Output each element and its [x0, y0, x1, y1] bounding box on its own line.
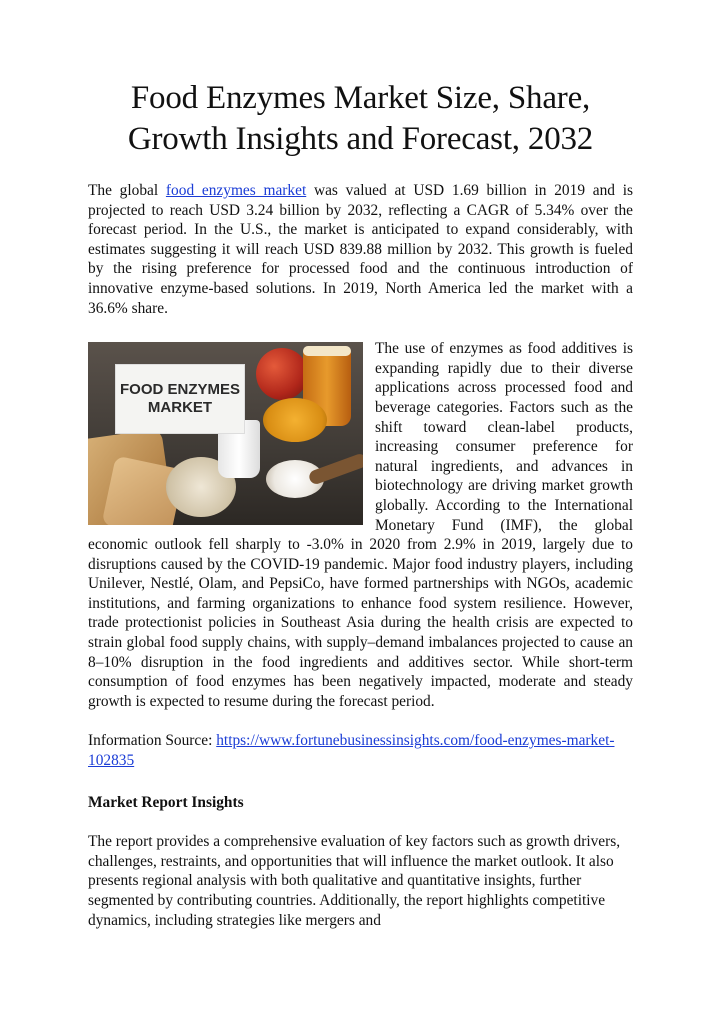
report-paragraph: The report provides a comprehensive evaluation of key factors such as growth drivers, challenges, restraints, and opportunities that will influence the market outlook. It also presents regional analysis with both qualitative and quantitative insights, further segmented by contributing countries. Additionally, the report highlights competitive dynamics, including strategies like mergers and — [88, 833, 621, 929]
intro-text-rest: was valued at USD 1.69 billion in 2019 and is projected to reach USD 3.24 billion by 2032, reflecting a CAGR of 5.34% over the forecast period. In the U.S., the market is anticipated to expand considerably, with estimates suggesting it will reach USD 839.88 million by 2032. This growth is fueled by the rising preference for processed food and the continuous introduction of innovative enzyme-based solutions. In 2019, North America led the market with a 36.6% share. — [88, 182, 634, 317]
body-paragraph: The use of enzymes as food additives is expanding rapidly due to their diverse applications across processed food and beverage categories. Factors such as the shift toward clean-label products, increasing consumer preference for natural ingredients, and advances in biotechnology are driving market growth globally. According to the International Monetary Fund (IMF), the global economic outlook fell sharply to -3.0% in 2020 from 2.9% in 2019, largely due to disruptions caused by the COVID-19 pandemic. Major food industry players, including Unilever, Nestlé, Olam, and PepsiCo, have formed partnerships with NGOs, academic institutions, and farming organizations to enhance food system resilience. However, trade protectionist policies in Southeast Asia during the health crisis are expected to strain global food supply chains, with supply–demand imbalances projected to cause an 8–10% disruption in the food ingredients and additives sector. While short-term consumption of food enzymes has been negatively impacted, moderate and steady growth is expected to resume during the forecast period. — [88, 340, 633, 710]
information-source — [88, 731, 633, 770]
section-heading: Market Report Insights — [88, 793, 244, 811]
food-enzymes-market-link[interactable]: food enzymes market — [165, 182, 307, 199]
title-line-1: Food Enzymes Market Size, Share, — [130, 80, 591, 116]
title-line-2: Growth Insights and Forecast, 2032 — [127, 121, 594, 157]
food-enzymes-market-image — [88, 342, 363, 525]
document-page — [88, 78, 633, 930]
bowl-illustration — [263, 398, 327, 442]
image-and-body — [88, 339, 633, 711]
source-label: Information Source: — [88, 732, 217, 750]
page-title — [88, 78, 633, 160]
source-link[interactable]: https://www.fortunebusinessinsights.com/food-enzymes-market-102835 — [88, 732, 615, 770]
spoon-illustration — [307, 452, 363, 486]
apple-illustration — [256, 348, 308, 400]
intro-paragraph — [88, 181, 633, 318]
intro-text-start: The global — [88, 182, 166, 199]
image-label: FOOD ENZYMES MARKET — [115, 364, 245, 434]
